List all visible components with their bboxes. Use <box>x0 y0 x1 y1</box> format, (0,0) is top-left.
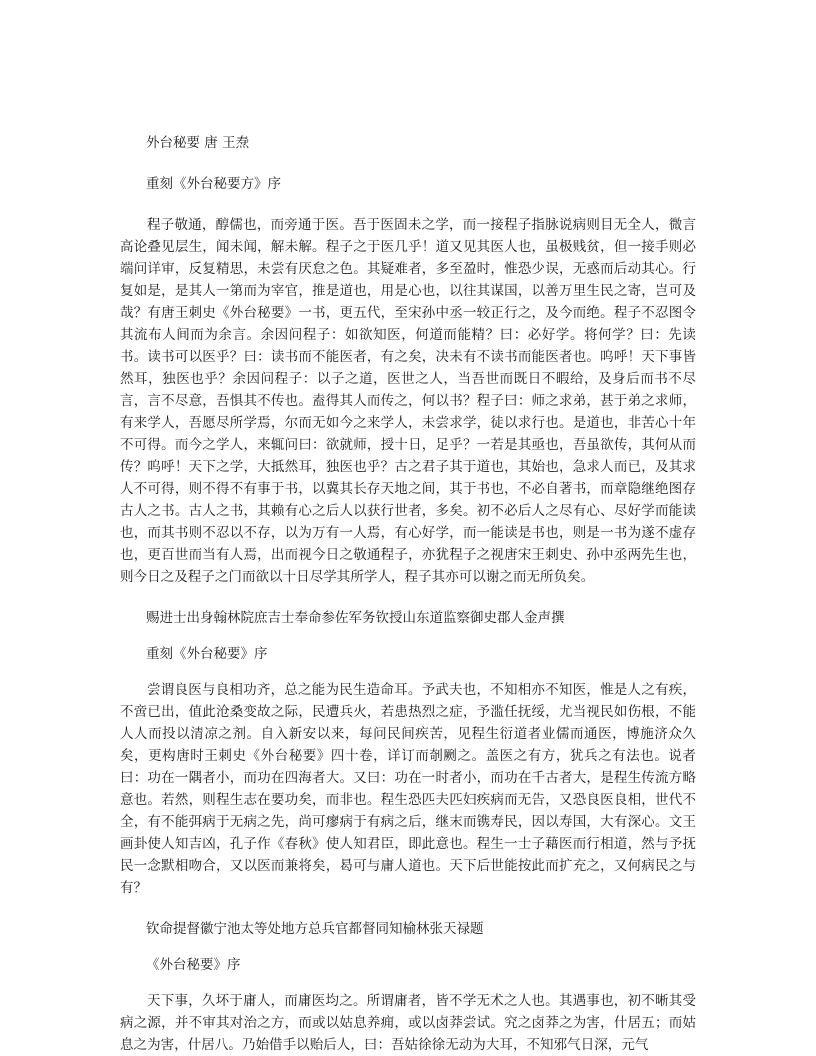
preface3-title: 《外台秘要》序 <box>146 957 241 973</box>
preface1-body: 程子敬通，醇儒也，而旁通于医。吾于医固未之学，而一接程子指脉说病则目无全人，微言高论叠见层生，闻未闻，解未解。程子之于医几乎！道又见其医人也，虽极贱贫，但一接手则必端问详审，反复精思，未尝有厌怠之色。其疑难者，多至盈时，惟恐少误，无惑而后动其心。行复如是，是其人一第而为宰官，推是道也，用是心也，以往其谋国，以善万里生民之寄，岂可及哉？有唐王刺史《外台秘要》一书，更五代，至宋孙中丞一较正行之，及今而绝。程子不忍图令其流布人间而为余言。余因问程子：如欲知医，何道而能精？曰：必好学。将何学？曰：先读书。读书可以医乎？曰：读书而不能医者，有之矣，决未有不读书而能医者也。呜呼！天下事皆然耳，独医也乎？余因问程子：以子之道，医世之人，当吾世而既日不暇给，及身后而书不尽言，言不尽意，吾惧其不传也。盍得其人而传之，何以书？程子曰：师之求弟，甚于弟之求师，有来学人，吾愿尽所学焉，尔而无如今之来学人，未尝求学，徒以求行也。是道也，非苦心十年不可得。而今之学人，来辄问曰：欲就师，授十日，足乎？一若是其亟也，吾虽欲传，其何从而传？呜呼！天下之学，大抵然耳，独医也乎？古之君子其于道也，其始也，急求人而已，及其求人不可得，则不得不有事于书，以冀其长存天地之间，其于书也，不必自著书，而章隐继绝图存古人之书。古人之书，其赖有心之后人以获行世者，多矣。初不必后人之尽有心、尽好学而能读也，而其书则不忍以不存，以为万有一人焉，有心好学，而一能读是书也，则是一书为遂不虚存也，更百世而当有人焉，出而视今日之敬通程子，亦犹程子之视唐宋王刺史、孙中丞两先生也，则今日之及程子之门而欲以十日尽学其所学人，程子其亦可以谢之而无所负矣。 <box>120 217 696 585</box>
preface3-body: 天下事，久坏于庸人，而庸医均之。所谓庸者，皆不学无术之人也。其遇事也，初不晰其受病之源，并不审其对治之方，而或以姑息养痈，或以卤莽尝试。究之卤莽之为害，什居五；而姑息之为害，什居八。乃始借手以贻后人，曰：吾姑徐徐无动为大耳，不知邪气日深，元气 <box>120 993 696 1053</box>
preface2-author: 钦命提督徽宁池太等处地方总兵官都督同知榆林张天禄题 <box>146 921 484 937</box>
book-title: 外台秘要 唐 王焘 <box>146 135 250 151</box>
document-page <box>120 132 696 1056</box>
preface2-body: 尝谓良医与良相功齐，总之能为民生造命耳。予武夫也，不知相亦不知医，惟是人之有疾，不啻已出，值此沧桑变故之际，民遭兵火，若患热烈之症，予滥任抚绥，尤当视民如伤根，不能人人而投以清凉之剂。自入新安以来，每问民间疾苦，见程生衍道者业儒而通医，博施济众久矣，更构唐时王刺史《外台秘要》四十卷，详订而剞劂之。盖医之有方，犹兵之有法也。说者曰：功在一隅者小，而功在四海者大。又曰：功在一时者小，而功在千古者大，是程生传流方略意也。若然，则程生志在要功矣，而非也。程生恐匹夫匹妇疾病而无告，又恐良医良相，世代不全，有不能弭病于无病之先，尚可瘳病于有病之后，继末而镌寿民，因以寿国，大有深心。文王画卦使人知吉凶，孔子作《春秋》使人知君臣，即此意也。程生一士子藉医而行相道，然与予抚民一念默相吻合，又以医而兼将矣，曷可与庸人道也。天下后世能按此而扩充之，又何病民之与有？ <box>120 682 696 896</box>
preface1-title: 重刻《外台秘要方》序 <box>146 176 281 192</box>
preface1-author: 赐进士出身翰林院庶吉士奉命参佐军务钦授山东道监察御史郡人金声撰 <box>146 610 565 626</box>
preface2-title: 重刻《外台秘要》序 <box>146 646 268 662</box>
